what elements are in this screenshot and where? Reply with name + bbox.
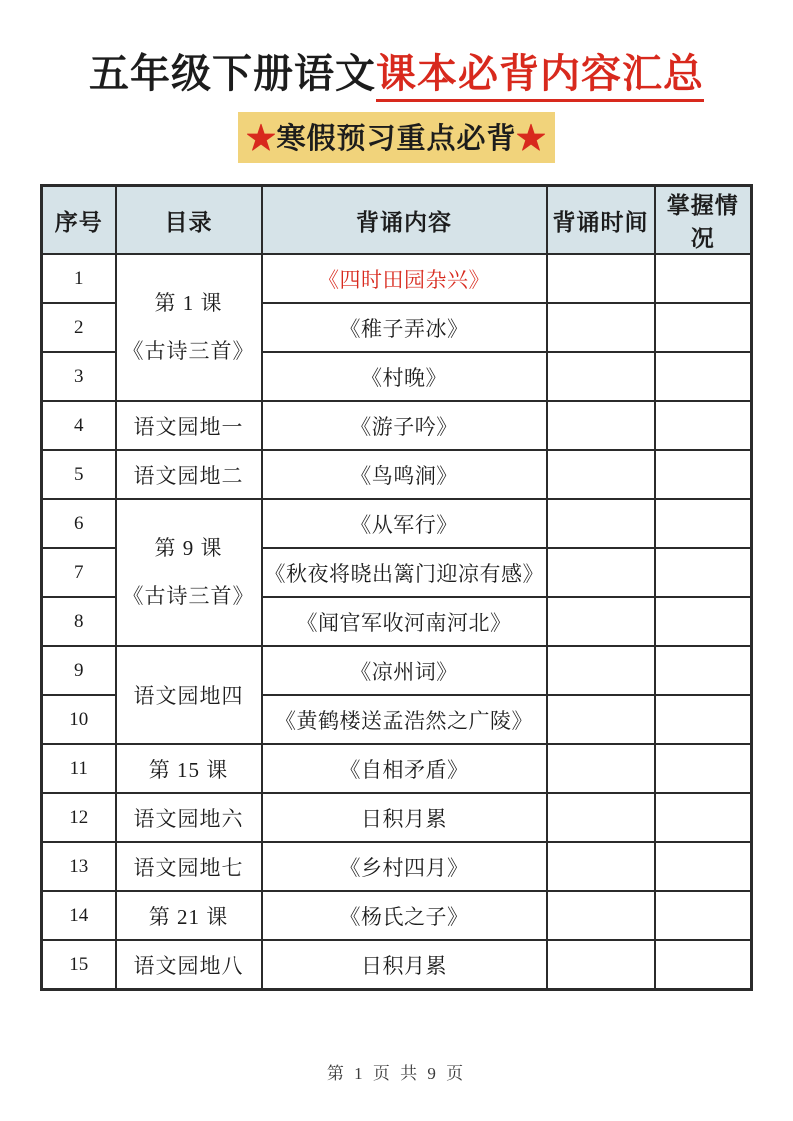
row-number-cell: 4 — [42, 401, 116, 450]
catalog-line: 语文园地七 — [133, 855, 244, 880]
page-title-red-part: 课本必背内容汇总 — [376, 51, 704, 102]
catalog-cell — [116, 450, 262, 499]
content-cell: 《乡村四月》 — [262, 842, 547, 891]
table-row — [42, 646, 752, 695]
time-cell — [547, 254, 655, 303]
time-cell — [547, 597, 655, 646]
header-cell-2: 目录 — [116, 186, 262, 255]
row-number-cell: 3 — [42, 352, 116, 401]
mastery-cell — [655, 597, 752, 646]
header-cell-4: 背诵时间 — [547, 186, 655, 255]
subtitle-badge — [238, 112, 554, 163]
time-cell — [547, 548, 655, 597]
row-number-cell: 11 — [42, 744, 116, 793]
content-cell: 《闻官军收河南河北》 — [262, 597, 547, 646]
content-cell: 《秋夜将晓出篱门迎凉有感》 — [262, 548, 547, 597]
content-cell: 《鸟鸣涧》 — [262, 450, 547, 499]
mastery-cell — [655, 744, 752, 793]
content-cell: 《从军行》 — [262, 499, 547, 548]
table-header-row — [42, 186, 752, 255]
time-cell — [547, 352, 655, 401]
mastery-cell — [655, 254, 752, 303]
table-row — [42, 842, 752, 891]
catalog-line: 语文园地四 — [133, 684, 244, 708]
time-cell — [547, 646, 655, 695]
table-row — [42, 891, 752, 940]
mastery-cell — [655, 401, 752, 450]
content-cell: 《凉州词》 — [262, 646, 547, 695]
table-row — [42, 793, 752, 842]
row-number-cell: 8 — [42, 597, 116, 646]
mastery-cell — [655, 793, 752, 842]
time-cell — [547, 401, 655, 450]
table-row — [42, 254, 752, 303]
row-number-cell: 7 — [42, 548, 116, 597]
table-row — [42, 940, 752, 990]
mastery-cell — [655, 646, 752, 695]
catalog-line: 《古诗三首》 — [122, 583, 255, 608]
content-cell: 《自相矛盾》 — [262, 744, 547, 793]
catalog-line: 第 1 课 — [154, 291, 223, 316]
catalog-cell — [116, 499, 262, 646]
row-number-cell: 14 — [42, 891, 116, 940]
mastery-cell — [655, 303, 752, 352]
row-number-cell: 10 — [42, 695, 116, 744]
time-cell — [547, 303, 655, 352]
header-cell-3: 背诵内容 — [262, 186, 547, 255]
row-number-cell: 13 — [42, 842, 116, 891]
table-row — [42, 499, 752, 548]
catalog-cell — [116, 646, 262, 744]
time-cell — [547, 891, 655, 940]
star-left-icon: ★ — [246, 123, 277, 155]
header-cell-1: 序号 — [42, 186, 116, 255]
subtitle-text: 寒假预习重点必背 — [276, 123, 517, 155]
table-row — [42, 401, 752, 450]
row-number-cell: 9 — [42, 646, 116, 695]
catalog-line: 语文园地八 — [133, 953, 244, 978]
row-number-cell: 2 — [42, 303, 116, 352]
time-cell — [547, 842, 655, 891]
catalog-cell — [116, 744, 262, 793]
catalog-cell — [116, 401, 262, 450]
mastery-cell — [655, 695, 752, 744]
content-cell: 《稚子弄冰》 — [262, 303, 547, 352]
content-cell: 《四时田园杂兴》 — [262, 254, 547, 303]
row-number-cell: 5 — [42, 450, 116, 499]
header-cell-5: 掌握情况 — [655, 186, 752, 255]
catalog-line: 第 21 课 — [148, 904, 229, 929]
table-row — [42, 450, 752, 499]
content-cell: 《村晚》 — [262, 352, 547, 401]
catalog-cell — [116, 891, 262, 940]
subtitle-badge-wrap — [0, 112, 793, 163]
mastery-cell — [655, 352, 752, 401]
content-cell: 日积月累 — [262, 940, 547, 990]
content-cell: 《游子吟》 — [262, 401, 547, 450]
mastery-cell — [655, 499, 752, 548]
mastery-cell — [655, 548, 752, 597]
mastery-cell — [655, 842, 752, 891]
recitation-table — [40, 184, 753, 991]
catalog-line: 语文园地二 — [133, 463, 244, 488]
catalog-cell — [116, 842, 262, 891]
table-row — [42, 744, 752, 793]
content-cell: 日积月累 — [262, 793, 547, 842]
row-number-cell: 12 — [42, 793, 116, 842]
content-cell: 《黄鹤楼送孟浩然之广陵》 — [262, 695, 547, 744]
content-cell: 《杨氏之子》 — [262, 891, 547, 940]
mastery-cell — [655, 891, 752, 940]
time-cell — [547, 695, 655, 744]
catalog-line: 语文园地六 — [133, 806, 244, 831]
catalog-line: 语文园地一 — [133, 414, 244, 439]
catalog-cell — [116, 793, 262, 842]
catalog-line: 《古诗三首》 — [122, 338, 255, 363]
page-title-black-part: 五年级下册语文 — [89, 51, 376, 96]
time-cell — [547, 793, 655, 842]
star-right-icon: ★ — [516, 123, 547, 155]
row-number-cell: 1 — [42, 254, 116, 303]
row-number-cell: 6 — [42, 499, 116, 548]
mastery-cell — [655, 940, 752, 990]
page-title — [0, 0, 793, 99]
row-number-cell: 15 — [42, 940, 116, 990]
catalog-cell — [116, 940, 262, 990]
page-footer: 第 1 页 共 9 页 — [326, 1064, 467, 1083]
time-cell — [547, 499, 655, 548]
time-cell — [547, 450, 655, 499]
time-cell — [547, 744, 655, 793]
time-cell — [547, 940, 655, 990]
catalog-line: 第 9 课 — [154, 536, 223, 561]
catalog-cell — [116, 254, 262, 401]
catalog-line: 第 15 课 — [148, 757, 229, 782]
mastery-cell — [655, 450, 752, 499]
